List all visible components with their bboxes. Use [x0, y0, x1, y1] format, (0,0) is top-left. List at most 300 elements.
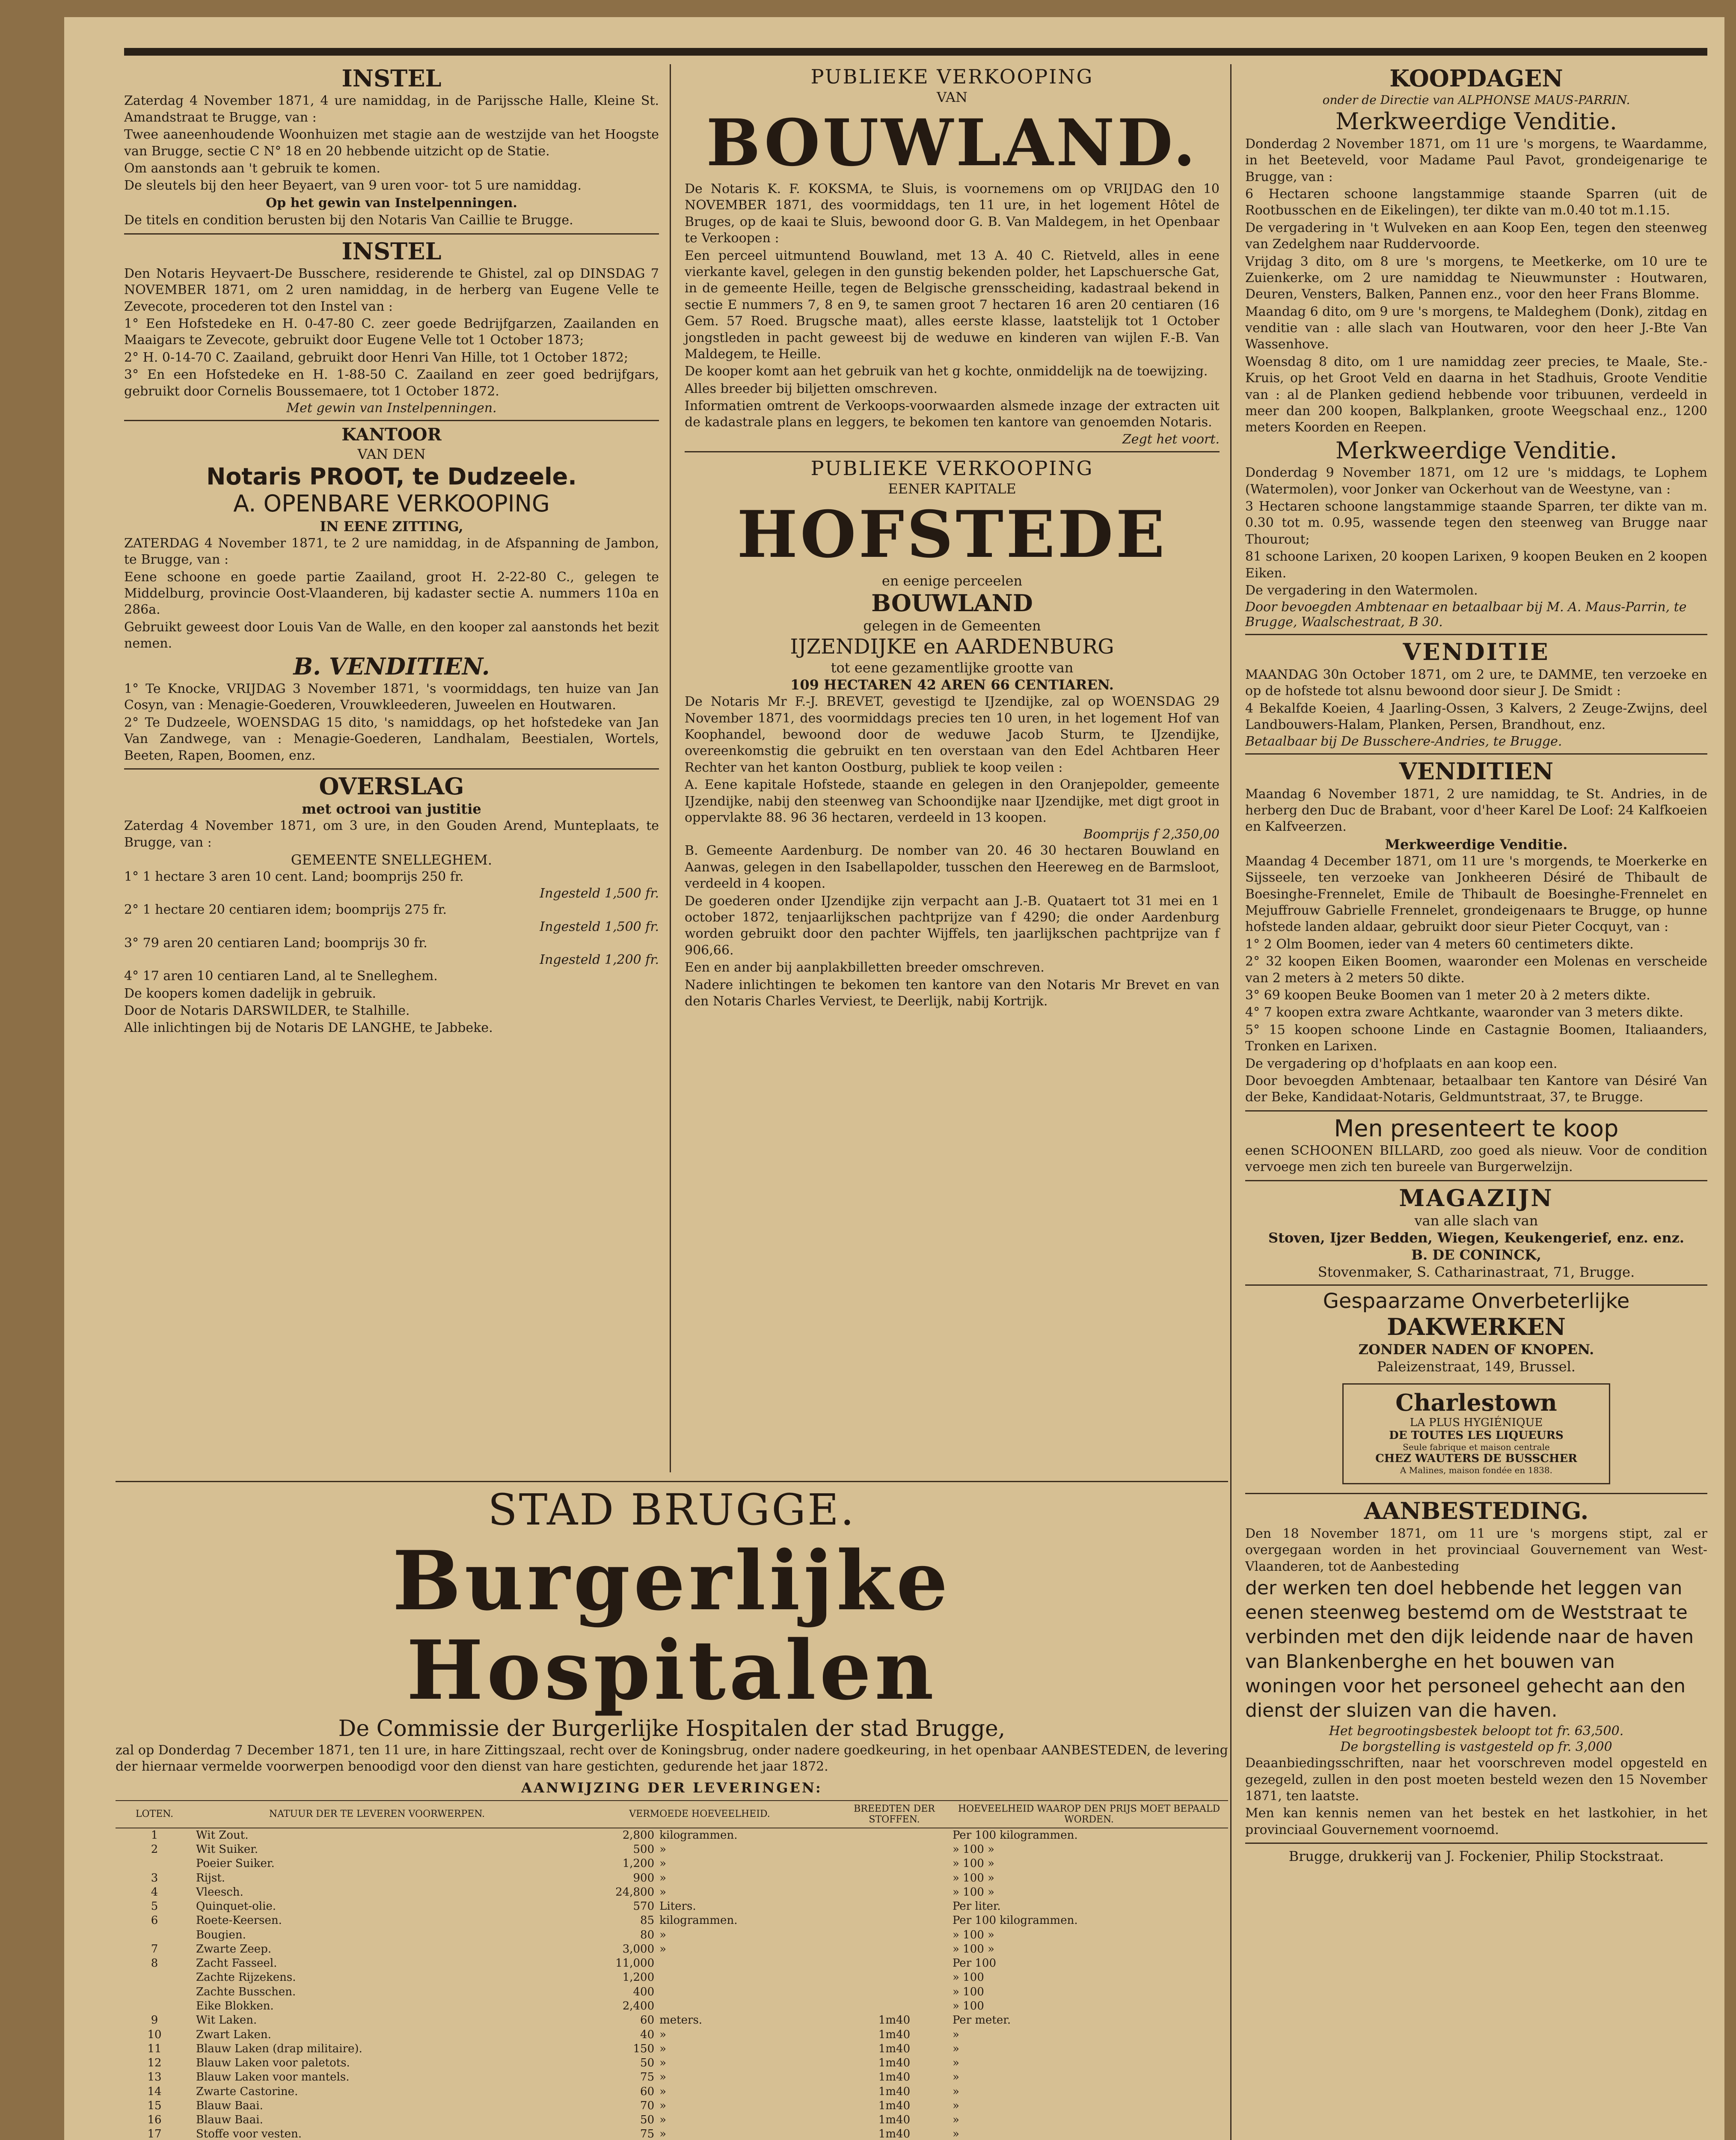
table-cell: » [659, 1885, 667, 1899]
subtitle: van alle slach van [1414, 1213, 1538, 1229]
deliveries-table [116, 1800, 1228, 2140]
table-cell: Blauw Baai. [196, 2113, 263, 2127]
subtitle: Stoven, Ijzer Bedden, Wiegen, Keukengerief, enz. enz. [1268, 1230, 1685, 1246]
table-cell [839, 1956, 950, 1971]
table-row [116, 2127, 1228, 2140]
paragraph: 81 schoone Larixen, 20 koopen Larixen, 9 koopen Beuken en 2 koopen Eiken. [1245, 549, 1707, 581]
paragraph: zal op Donderdag 7 December 1871, ten 11 ure, in hare Zittingszaal, recht over de Koningsbrug, onder nadere goedkeuring, in het openbaar AANBESTEDEN, de levering der hiernaar vermelde voorwerpen benoodigd voor den dienst van hare gestichten, gedurende het jaar 1872. [116, 1743, 1228, 1774]
table-cell: 500 [633, 1843, 655, 1856]
subtitle: PUBLIEKE VERKOOPING [810, 65, 1094, 88]
list-item: 4° 17 aren 10 centiaren Land, al te Snelleghem. [124, 969, 438, 984]
advert-line: DE TOUTES LES LIQUEURS [1389, 1429, 1564, 1442]
column-rule [1230, 64, 1232, 2140]
subtitle: IN EENE ZITTING, [320, 518, 463, 535]
table-cell: Liters. [659, 1900, 696, 1913]
column-header: LOTEN. [116, 1801, 193, 1828]
top-rule [124, 48, 1707, 56]
table-cell: Quinquet-olie. [196, 1900, 276, 1913]
paragraph: Een perceel uitmuntend Bouwland, met 13 A. 40 C. Rietveld, alles in eene vierkante kavel, gelegen in den gunstig bekenden polder, het Lapschuersche Gat, in de gemeente Heille, tegen de Belgische grensscheiding, kadastraal bekend in sectie E nummers 7, 8 en 9, te samen groot 7 hectaren 16 aren 20 centiaren (16 Gem. 57 Roed. Brugsche maat), alles eerste klasse, laatstelijk tot 1 October jongstleden in pacht geweest bij de weduwe en kinderen van wijlen F.-B. Van Maldegem, te Heille. [685, 248, 1220, 362]
paragraph: 1° Te Knocke, VRIJDAG 3 November 1871, 's voormiddags, ten huize van Jan Cosyn, van : Menagie-Goederen, Vrouwkleederen, Juweelen en Houtwaren. [124, 681, 659, 713]
table-cell: » [659, 2057, 667, 2070]
table-cell: 6 [151, 1914, 158, 1927]
price-note: Boomprijs f 2,350,00 [1083, 827, 1220, 842]
table-cell: 17 [147, 2128, 162, 2140]
table-cell: » [952, 2057, 959, 2070]
list-item: 3° 69 koopen Beuke Boomen van 1 meter 20 à 2 meters dikte. [1245, 987, 1650, 1003]
table-cell: 2,800 [622, 1828, 655, 1842]
paragraph: Zaterdag 4 November 1871, om 3 ure, in den Gouden Arend, Munteplaats, te Brugge, van : [124, 818, 659, 850]
paragraph: Woensdag 8 dito, om 1 ure namiddag zeer precies, te Maale, Ste.-Kruis, op het Groot Veld en daarna in het Stadhuis, Groote Venditie van : al de Planken gediend hebbende voor tribuunen, verdeeld in meer dan 200 koopen, Balkplanken, groote Weegschaal enz., 1200 meters Koorden en Reepen. [1245, 354, 1707, 435]
subtitle: Paleizenstraat, 149, Brussel. [1377, 1358, 1576, 1375]
billard-title: Men presenteert te koop [1334, 1115, 1619, 1142]
table-cell: 70 [640, 2099, 655, 2112]
divider [685, 451, 1220, 452]
table-cell: Zwarte Castorine. [196, 2085, 298, 2098]
table-cell [116, 1985, 193, 1999]
note: Met gewin van Instelpenningen. [286, 401, 497, 416]
table-cell: » [952, 2028, 959, 2041]
table-cell: » [659, 2085, 667, 2098]
divider [1245, 1110, 1707, 1112]
table-cell: » [659, 2028, 667, 2041]
table-cell: 900 [633, 1871, 655, 1884]
paragraph: De kooper komt aan het gebruik van het g kochte, onmiddelijk na de toewijzing. [685, 364, 1208, 379]
table-row [116, 1928, 1228, 1942]
table-cell: Blauw Laken voor mantels. [196, 2071, 350, 2084]
table-row [116, 2085, 1228, 2099]
column-rule [670, 64, 671, 1472]
table-cell: » [659, 2099, 667, 2112]
table-row [116, 1843, 1228, 1857]
list-item: 4° 7 koopen extra zware Achtkante, waaronder van 3 meters dikte. [1245, 1005, 1683, 1020]
paragraph: 2° H. 0-14-70 C. Zaailand, gebruikt door Henri Van Hille, tot 1 October 1872; [124, 350, 629, 365]
table-cell: » 100 » [952, 1857, 994, 1870]
paragraph: Alles breeder bij biljetten omschreven. [685, 381, 938, 396]
table-cell: » 100 » [952, 1843, 994, 1856]
table-cell: » 100 [952, 1999, 984, 2012]
table-cell: Roete-Keersen. [196, 1914, 282, 1927]
paragraph: Om aanstonds aan 't gebruik te komen. [124, 160, 380, 176]
table-cell: » [952, 2128, 959, 2140]
table-row [116, 1942, 1228, 1956]
paragraph: Donderdag 2 November 1871, om 11 ure 's morgens, te Waardamme, in het Beeteveld, voor Madame Paul Pavot, grondeigenarige te Brugge, van : [1245, 136, 1707, 184]
table-cell: 1m40 [878, 2042, 911, 2055]
column-header: NATUUR DER TE LEVEREN VOORWERPEN. [193, 1801, 561, 1828]
table-cell: 50 [640, 2113, 655, 2127]
subtitle: EENER KAPITALE [888, 480, 1016, 497]
table-cell [657, 1999, 839, 2013]
table-cell: 1m40 [878, 2128, 911, 2140]
paragraph: De Notaris Mr F.-J. BREVET, gevestigd te IJzendijke, zal op WOENSDAG 29 November 1871, des voormiddags precies ten 10 uren, in het logement Hof van Koophandel, bewoond door de weduwe Jacob Sturm, te IJzendijke, overeenkomstig die gebruikt en ten overstaan van den Edel Achtbaren Heer Rechter van het kanton Oostburg, publiek te koop veilen : [685, 694, 1220, 775]
venditien-title: VENDITIEN [1399, 758, 1554, 785]
subtitle: met octrooi van justitie [302, 801, 481, 817]
table-cell: 2 [151, 1843, 158, 1856]
note: Zegt het voort. [1122, 431, 1220, 447]
table-cell: 1m40 [878, 2099, 911, 2112]
table-cell [839, 1914, 950, 1928]
table-cell: Rijst. [196, 1871, 226, 1884]
table-cell [116, 1999, 193, 2013]
table-cell: 15 [147, 2099, 162, 2112]
paragraph: 1° Een Hofstedeke en H. 0-47-80 C. zeer goede Bedrijfgarzen, Zaailanden en Maaigars te Zevecote, gebruikt door Eugene Velle tot 1 October 1873; [124, 316, 659, 348]
paragraph: Vrijdag 3 dito, om 8 ure 's morgens, te Meetkerke, om 10 ure te Zuienkerke, om 2 ure namiddag te Nieuwmunster : Houtwaren, Deuren, Vensters, Balken, Pannen enz., voor den heer Frans Blomme. [1245, 254, 1707, 302]
subtitle: Merkweerdige Venditie. [1385, 836, 1568, 853]
table-cell: » 100 » [952, 1885, 994, 1899]
paragraph: Den Notaris Heyvaert-De Busschere, residerende te Ghistel, zal op DINSDAG 7 NOVEMBER 1871, om 2 uren namiddag, in de herberg van Eugene Velle te Zevecote, procederen tot den Instel van : [124, 266, 659, 314]
table-cell: 1,200 [622, 1857, 655, 1870]
table-cell: » [952, 2071, 959, 2084]
table-cell: 1 [151, 1828, 158, 1842]
list-item: Door bevoegden Ambtenaar, betaalbaar ten Kantore van Désiré Van der Beke, Kandidaat-Notaris, Geldmuntstraat, 37, te Brugge. [1245, 1073, 1707, 1105]
paragraph: der werken ten doel hebbende het leggen van eenen steenweg bestemd om de Weststraat te verbinden met den dijk leidende naar de haven van Blankenberghe en het bouwen van woningen voor het personeel gehecht aan den dienst der sluizen van die haven. [1245, 1577, 1694, 1721]
table-cell: 1m40 [878, 2028, 911, 2041]
paragraph: Gebruikt geweest door Louis Van de Walle, en den kooper zal aanstonds het bezit nemen. [124, 619, 659, 651]
table-cell [116, 1971, 193, 1985]
table-cell [839, 1985, 950, 1999]
paragraph: De koopers komen dadelijk in gebruik. [124, 986, 377, 1001]
paragraph: Twee aaneenhoudende Woonhuizen met stagie aan de westzijde van het Hoogste van Brugge, sectie C N° 18 en 20 hebbende uitzicht op de Statie. [124, 127, 659, 159]
table-cell: Per 100 kilogrammen. [952, 1914, 1078, 1927]
table-cell: » [659, 1871, 667, 1884]
subtitle: GEMEENTE SNELLEGHEM. [291, 852, 493, 868]
table-cell [657, 1956, 839, 1971]
divider [1245, 1843, 1707, 1844]
divider [1245, 1180, 1707, 1181]
table-cell: » [952, 2113, 959, 2127]
table-cell [839, 1828, 950, 1843]
paragraph: ZATERDAG 4 November 1871, te 2 ure namiddag, in de Afspanning de Jambon, te Brugge, van : [124, 535, 659, 568]
paragraph: Donderdag 9 November 1871, om 12 ure 's middags, te Lophem (Watermolen), voor Jonker van Ockerhout van de Weestyne, van : [1245, 465, 1707, 497]
paragraph: Maandag 6 dito, om 9 ure 's morgens, te Maldeghem (Donk), zitdag en venditie van : alle slach van Houtwaren, voor den heer J.-Bte Van Wassenhove. [1245, 304, 1707, 352]
table-cell: » [659, 1843, 667, 1856]
table-cell: » [659, 1928, 667, 1941]
table-cell: 150 [633, 2042, 655, 2055]
table-cell: » [952, 2085, 959, 2098]
table-cell: 60 [640, 2014, 655, 2027]
paragraph: 4 Bekalfde Koeien, 4 Jaarling-Ossen, 3 Kalvers, 2 Zeuge-Zwijns, deel Landbouwers-Halam, Planken, Persen, Brandhout, enz. [1245, 701, 1707, 732]
paragraph: Nadere inlichtingen te bekomen ten kantore van den Notaris Mr Brevet en van den Notaris Charles Verviest, te Deerlijk, nabij Kortrijk. [685, 977, 1220, 1009]
subtitle: IJZENDIJKE en AARDENBURG [790, 635, 1114, 659]
koopdagen-title: KOOPDAGEN [1389, 65, 1563, 92]
table-cell: 40 [640, 2028, 655, 2041]
table-cell: 5 [151, 1900, 158, 1913]
paragraph: 3° En een Hofstedeke en H. 1-88-50 C. Zaailand en zeer goed bedrijfgars, gebruikt door Cornelis Boussemaere, tot 1 October 1872. [124, 367, 659, 399]
table-cell: Wit Zout. [196, 1828, 249, 1842]
subtitle: ZONDER NADEN OF KNOPEN. [1358, 1341, 1594, 1358]
table-cell: kilogrammen. [659, 1914, 738, 1927]
table-cell: 85 [640, 1914, 655, 1927]
table-row [116, 1885, 1228, 1899]
paragraph: Men kan kennis nemen van het bestek en het lastkohier, in het provinciaal Gouvernement voornoemd. [1245, 1806, 1707, 1837]
instel-title: INSTEL [341, 65, 442, 92]
table-cell [839, 1928, 950, 1942]
paragraph: De Notaris K. F. KOKSMA, te Sluis, is voornemens om op VRIJDAG den 10 NOVEMBER 1871, des voormiddags, ten 11 ure, in het logement Hôtel de Bruges, op de kaai te Sluis, bewoond door G. B. Van Maldegem, in het Openbaar te Verkoopen : [685, 181, 1220, 246]
paragraph: 2° Te Dudzeele, WOENSDAG 15 dito, 's namiddags, op het hofstedeke van Jan Van Zandwege, van : Menagie-Goederen, Landhalam, Beestialen, Wortels, Beeten, Rapen, Boomen, enz. [124, 715, 659, 763]
charlestown-advert [1342, 1383, 1610, 1484]
newspaper-page [64, 17, 1724, 2140]
table-cell: 4 [151, 1885, 158, 1899]
paragraph: Deaanbiedingsschriften, naar het voorschreven model opgesteld en gezegeld, zullen in den post moeten besteld wezen den 15 November 1871, ten laatste. [1245, 1756, 1707, 1804]
table-cell: » [659, 2071, 667, 2084]
paragraph: Alle inlichtingen bij de Notaris DE LANGHE, te Jabbeke. [124, 1020, 493, 1036]
hofstede-title: HOFSTEDE [737, 496, 1167, 572]
column-header: VERMOEDE HOEVEELHEID. [561, 1801, 839, 1828]
paragraph: Informatien omtrent de Verkoops-voorwaarden alsmede inzage der extracten uit de kadastrale plans en leggers, te bekomen ten kantore van genoemden Notaris. [685, 398, 1220, 430]
table-cell [839, 1971, 950, 1985]
paragraph: Den 18 November 1871, om 11 ure 's morgens stipt, zal er overgegaan worden in het provinciaal Gouvernement van West-Vlaanderen, tot de Aanbesteding [1245, 1526, 1707, 1574]
table-cell: Wit Laken. [196, 2014, 257, 2027]
subtitle: en eenige perceelen [881, 572, 1023, 589]
paragraph: De sleutels bij den heer Beyaert, van 9 uren voor- tot 5 ure namiddag. [124, 178, 582, 193]
table-cell: 400 [633, 1985, 655, 1998]
subtitle: tot eene gezamentlijke grootte van [831, 660, 1074, 676]
table-cell: Zachte Busschen. [196, 1985, 296, 1998]
table-cell: » [659, 2042, 667, 2055]
table-cell: 3,000 [622, 1942, 655, 1956]
divider [1245, 1493, 1707, 1494]
table-cell: 1m40 [878, 2014, 911, 2027]
table-cell [839, 1871, 950, 1885]
table-cell: » 100 [952, 1985, 984, 1998]
list-item: De vergadering op d'hofplaats en aan koop een. [1245, 1056, 1558, 1071]
table-cell: 14 [147, 2085, 162, 2098]
note: Door bevoegden Ambtenaar en betaalbaar bij M. A. Maus-Parrin, te Brugge, Waalschestraat, B 30. [1245, 600, 1687, 630]
table-row [116, 1828, 1228, 1843]
overslag-title: OVERSLAG [319, 772, 464, 800]
bouwland-title: BOUWLAND. [706, 105, 1198, 181]
table-cell: 570 [633, 1900, 655, 1913]
table-cell: 24,800 [615, 1885, 655, 1899]
paragraph: Een en ander bij aanplakbilletten breeder omschreven. [685, 960, 1045, 975]
printer-imprint: Brugge, drukkerij van J. Fockenier, Philip Stockstraat. [1288, 1848, 1664, 1865]
table-cell: 16 [147, 2113, 162, 2127]
table-cell [657, 1971, 839, 1985]
table-row [116, 2113, 1228, 2127]
divider [1245, 753, 1707, 755]
subtitle: AANWIJZING DER LEVERINGEN: [521, 1779, 822, 1796]
table-row [116, 1985, 1228, 1999]
table-cell: 1m40 [878, 2071, 911, 2084]
table-cell: 7 [151, 1942, 158, 1956]
paragraph: B. Gemeente Aardenburg. De nomber van 20. 46 30 hectaren Bouwland en Aanwas, gelegen in den Isabellapolder, tusschen den Heereweg en de Barmsloot, verdeeld in 4 koopen. [685, 843, 1220, 892]
divider [116, 1481, 1228, 1482]
table-cell [116, 1928, 193, 1942]
middle-column [676, 64, 1228, 1472]
table-cell: 9 [151, 2014, 158, 2027]
table-cell: 1m40 [878, 2085, 911, 2098]
section-heading: B. VENDITIEN. [293, 652, 490, 680]
advert-line: CHEZ WAUTERS DE BUSSCHER [1375, 1452, 1577, 1465]
table-cell: 2,400 [622, 1999, 655, 2012]
table-cell: 13 [147, 2071, 162, 2084]
paragraph: De titels en condition berusten bij den Notaris Van Caillie te Brugge. [124, 213, 573, 228]
table-cell: 10 [147, 2028, 162, 2041]
divider [124, 768, 659, 770]
table-cell: Zacht Fasseel. [196, 1957, 277, 1970]
notaris-heading: Notaris PROOT, te Dudzeele. [206, 463, 577, 490]
list-item: 2° 1 hectare 20 centiaren idem; boomprijs 275 fr. [124, 902, 447, 918]
list-item: 5° 15 koopen schoone Linde en Castagnie Boomen, Italiaanders, Tronken en Larixen. [1245, 1022, 1707, 1054]
note: Het begrootingsbestek beloopt tot fr. 63,500. [1329, 1724, 1624, 1739]
subtitle: De Commissie der Burgerlijke Hospitalen der stad Brugge, [338, 1716, 1006, 1742]
table-cell: meters. [659, 2014, 703, 2027]
table-cell [657, 1985, 839, 1999]
paragraph: Eene schoone en goede partie Zaailand, groot H. 2-22-80 C., gelegen te Middelburg, provincie Oost-Vlaanderen, bij kadaster sectie A. nummers 110a en 286a. [124, 569, 659, 618]
stad-brugge-heading: STAD BRUGGE. [488, 1485, 856, 1535]
kantoor-title: KANTOOR [341, 425, 442, 445]
list-item: 2° 32 koopen Eiken Boomen, waaronder een Molenas en verscheide van 2 meters à 2 meters 50 dikte. [1245, 954, 1707, 986]
table-cell: Zwarte Zeep. [196, 1942, 272, 1956]
table-cell: » [659, 2128, 667, 2140]
table-cell [839, 1885, 950, 1899]
table-cell: 3 [151, 1871, 158, 1884]
table-cell: » 100 » [952, 1928, 994, 1941]
table-cell: 11,000 [615, 1957, 655, 1970]
advert-line: LA PLUS HYGIÉNIQUE [1410, 1416, 1543, 1430]
table-row [116, 2028, 1228, 2042]
price-note: Ingesteld 1,200 fr. [540, 952, 659, 968]
table-cell: » 100 [952, 1971, 984, 1984]
table-cell: Zwart Laken. [196, 2028, 271, 2041]
table-cell: Per meter. [952, 2014, 1011, 2027]
list-item: 3° 79 aren 20 centiaren Land; boomprijs 30 fr. [124, 935, 427, 951]
table-row [116, 2013, 1228, 2027]
table-cell: Poeier Suiker. [196, 1857, 275, 1870]
table-cell: Eike Blokken. [196, 1999, 274, 2012]
dakwerken-heading: Gespaarzame Onverbeterlijke [1323, 1289, 1630, 1314]
table-row [116, 2070, 1228, 2084]
table-cell: Stoffe voor vesten. [196, 2128, 302, 2140]
table-cell: » 100 » [952, 1871, 994, 1884]
table-cell: 75 [640, 2128, 655, 2140]
table-cell [839, 1999, 950, 2013]
table-cell: 12 [147, 2057, 162, 2070]
paragraph: Op het gewin van Instelpenningen. [266, 195, 517, 211]
table-cell: Per 100 kilogrammen. [952, 1828, 1078, 1842]
table-cell: Wit Suiker. [196, 1843, 258, 1856]
brand-name: Charlestown [1395, 1389, 1557, 1417]
section-heading: BOUWLAND [871, 589, 1033, 617]
table-row [116, 1999, 1228, 2013]
section-heading: Merkweerdige Venditie. [1335, 108, 1617, 135]
table-row [116, 1871, 1228, 1885]
paragraph: eenen SCHOONEN BILLARD, zoo goed als nieuw. Voor de condition vervoege men zich ten bureele van Burgerwelzijn. [1245, 1143, 1707, 1175]
table-cell: kilogrammen. [659, 1828, 738, 1842]
table-cell [839, 1899, 950, 1914]
paragraph: Door de Notaris DARSWILDER, te Stalhille. [124, 1003, 410, 1019]
subtitle: B. DE CONINCK, [1411, 1247, 1541, 1263]
subtitle: onder de Directie van ALPHONSE MAUS-PARRIN. [1322, 93, 1630, 107]
table-cell: » [952, 2099, 959, 2112]
table-cell: 1m40 [878, 2113, 911, 2127]
table-cell: 60 [640, 2085, 655, 2098]
divider [1245, 634, 1707, 635]
instel-title: INSTEL [341, 237, 442, 265]
right-column [1237, 64, 1716, 2140]
hospitalen-title: Burgerlijke Hospitalen [392, 1533, 952, 1718]
paragraph: De vergadering in den Watermolen. [1245, 583, 1478, 598]
table-cell [839, 1857, 950, 1871]
table-row [116, 1857, 1228, 1871]
list-item: 1° 2 Olm Boomen, ieder van 4 meters 60 centimeters dikte. [1245, 936, 1634, 952]
table-row [116, 1899, 1228, 1914]
table-cell: » [659, 1942, 667, 1956]
table-cell: 1,200 [622, 1971, 655, 1984]
note: De borgstelling is vastgesteld op fr. 3,000 [1340, 1739, 1612, 1755]
table-cell: » [952, 2042, 959, 2055]
divider [1245, 1284, 1707, 1286]
price-note: Ingesteld 1,500 fr. [540, 919, 659, 934]
subtitle: VAN DEN [357, 446, 426, 463]
hospitalen-section [116, 1477, 1228, 2140]
list-item: 1° 1 hectare 3 aren 10 cent. Land; boomprijs 250 fr. [124, 869, 464, 885]
paragraph: Zaterdag 4 November 1871, 4 ure namiddag, in de Parijssche Halle, Kleine St. Amandstraat te Brugge, van : [124, 93, 659, 125]
column-header: BREEDTEN DER STOFFEN. [839, 1801, 950, 1828]
venditie-title: VENDITIE [1403, 638, 1550, 666]
advert-line: Seule fabrique et maison centrale [1403, 1442, 1550, 1453]
paragraph: Maandag 6 November 1871, 2 ure namiddag, te St. Andries, in de herberg den Duc de Brabant, voor d'heer Karel De Loof: 24 Kalfkoeien en Kalfveerzen. [1245, 786, 1707, 835]
section-heading: A. OPENBARE VERKOOPING [233, 490, 550, 517]
table-row [116, 2056, 1228, 2070]
table-cell: 80 [640, 1928, 655, 1941]
paragraph: MAANDAG 30n October 1871, om 2 ure, te DAMME, ten verzoeke en op de hofstede tot alsnu bewoond door sieur J. De Smidt : [1245, 667, 1707, 699]
aanbesteding-title: AANBESTEDING. [1364, 1497, 1589, 1525]
paragraph: De goederen onder IJzendijke zijn verpacht aan J.-B. Quataert tot 31 mei en 1 october 1872, tenjaarlijkschen pachtprijze van f 4290; die onder Aardenburg worden gebruikt door den pachter Wijffels, ten jaarlijkschen pachtprijze van f 906,66. [685, 893, 1220, 958]
table-cell: » [659, 2113, 667, 2127]
table-cell: Blauw Laken (drap militaire). [196, 2042, 362, 2055]
table-row [116, 2042, 1228, 2056]
table-cell: » [659, 1857, 667, 1870]
subtitle: PUBLIEKE VERKOOPING [810, 456, 1094, 480]
dakwerken-title: DAKWERKEN [1387, 1313, 1566, 1341]
table-cell: 8 [151, 1957, 158, 1970]
table-row [116, 2099, 1228, 2113]
subtitle: 109 HECTAREN 42 AREN 66 CENTIAREN. [790, 677, 1114, 693]
table-cell: » 100 » [952, 1942, 994, 1956]
paragraph: 6 Hectaren schoone langstammige staande Sparren (uit de Rootbusschen en de Eikelingen), ter dikte van m.0.40 tot m.1.15. [1245, 186, 1707, 218]
subtitle: Stovenmaker, S. Catharinastraat, 71, Brugge. [1318, 1264, 1635, 1281]
table-cell: Per 100 [952, 1957, 997, 1970]
paragraph: Maandag 4 December 1871, om 11 ure 's morgends, te Moerkerke en Sijsseele, ten verzoeke van Jonkheeren Désiré de Thibault de Boesinghe-Frennelet, Emile de Thibault de Boesinghe-Frennelet en Mejuffrouw Gabrielle Frennelet, grondeigenaars te Brugge, op hunne hofstede landen aldaar, gebruikt door sieur Pieter Cocquyt, van : [1245, 853, 1707, 935]
table-row [116, 1914, 1228, 1928]
left-column [116, 64, 668, 1472]
advert-line: A Malines, maison fondée en 1838. [1400, 1465, 1552, 1476]
table-cell [839, 1843, 950, 1857]
table-row [116, 1971, 1228, 1985]
divider [124, 420, 659, 421]
subtitle: gelegen in de Gemeenten [863, 618, 1041, 634]
table-cell: 11 [147, 2042, 162, 2055]
magazijn-title: MAGAZIJN [1399, 1184, 1554, 1212]
price-note: Ingesteld 1,500 fr. [540, 886, 659, 901]
table-cell [839, 1942, 950, 1956]
table-cell: 1m40 [878, 2057, 911, 2070]
table-cell: Per liter. [952, 1900, 1001, 1913]
table-cell [116, 1857, 193, 1871]
table-row [116, 1956, 1228, 1971]
table-cell: Blauw Laken voor paletots. [196, 2057, 350, 2070]
divider [124, 233, 659, 235]
paragraph: 3 Hectaren schoone langstammige staande Sparren, ter dikte van m. 0.30 tot m. 0.95, wassende tegen den steenweg van Brugge naar Thourout; [1245, 499, 1707, 547]
paragraph: De vergadering in 't Wulveken en aan Koop Een, tegen den steenweg van Zedelghem naar Ruddervoorde. [1245, 220, 1707, 252]
table-cell: Zachte Rijzekens. [196, 1971, 296, 1984]
section-heading: Merkweerdige Venditie. [1335, 437, 1617, 464]
subtitle: VAN [936, 89, 968, 105]
table-cell: Vleesch. [196, 1885, 243, 1899]
table-cell: 50 [640, 2057, 655, 2070]
note: Betaalbaar bij De Busschere-Andries, te Brugge. [1245, 734, 1562, 749]
paragraph: A. Eene kapitale Hofstede, staande en gelegen in den Oranjepolder, gemeente IJzendijke, nabij den steenweg van Schoondijke naar IJzendijke, met digt groot in oppervlakte 88. 96 36 hectaren, verdeeld in 13 koopen. [685, 777, 1220, 825]
